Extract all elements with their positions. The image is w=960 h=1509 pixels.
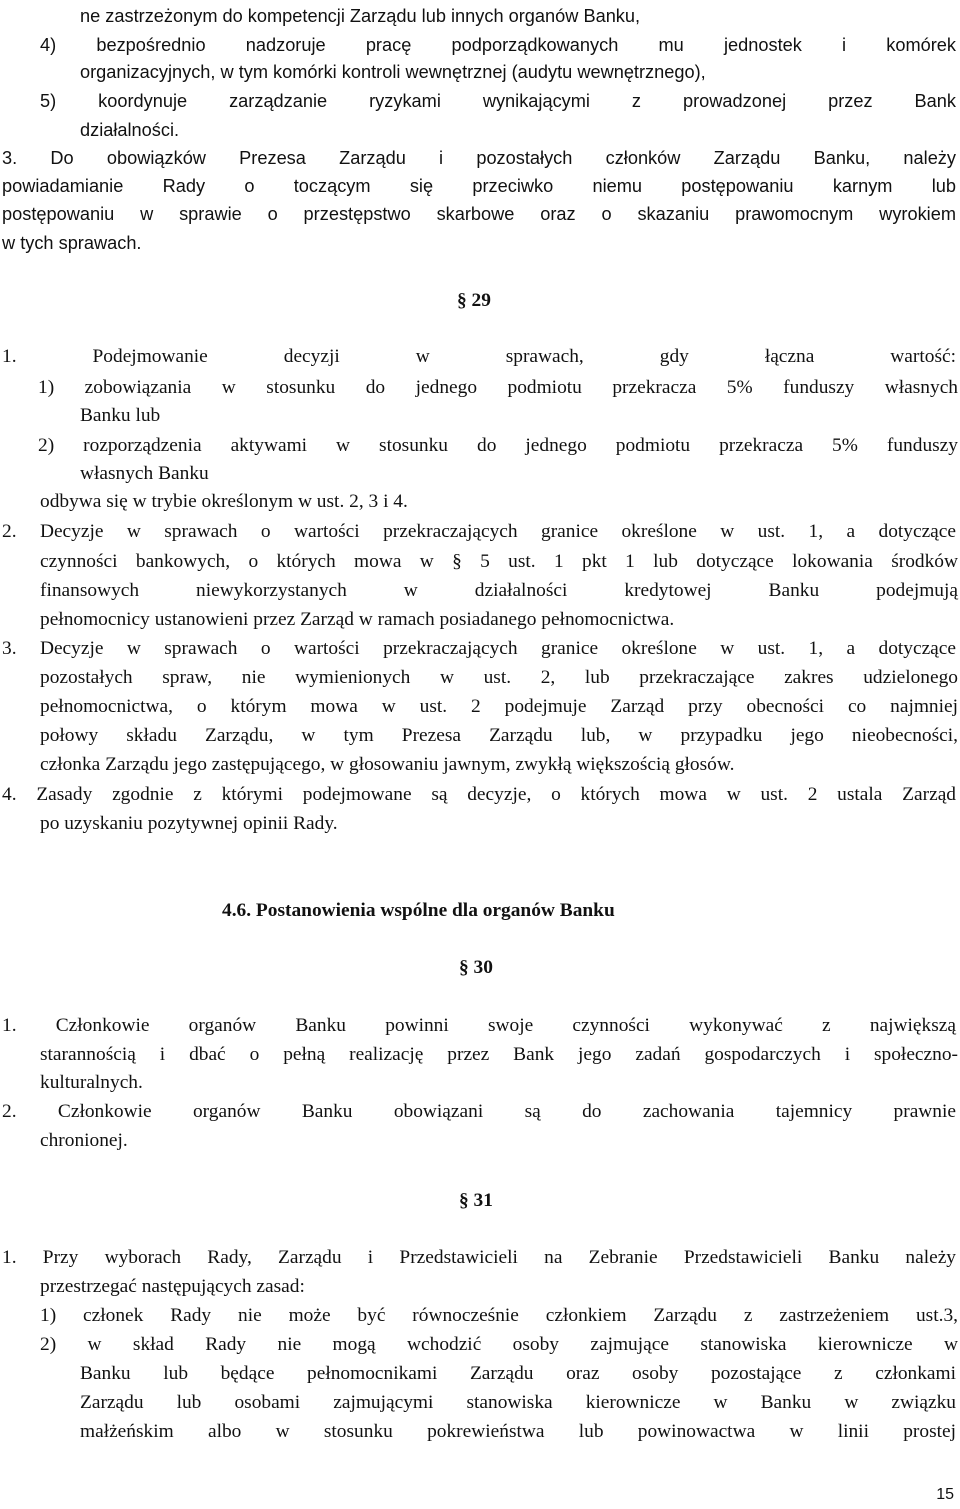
text-line: własnych Banku: [80, 463, 209, 484]
text-line: powiadamianie Rady o toczącym się przeciwko niemu postępowaniu karnym lub: [2, 176, 956, 196]
text-line: w tych sprawach.: [2, 233, 142, 253]
section-heading: § 29: [457, 290, 491, 311]
section-heading: § 30: [459, 957, 493, 978]
text-line: kulturalnych.: [40, 1072, 143, 1093]
text-line: finansowych niewykorzystanych w działalności kredytowej Banku podejmują: [40, 580, 958, 601]
text-line: pozostałych spraw, nie wymienionych w ust. 2, lub przekraczające zakres udzielonego: [40, 667, 958, 688]
text-line: 3. Decyzje w sprawach o wartości przekraczających granice określone w ust. 1, a dotyczące: [2, 638, 956, 659]
text-line: pełnomocnicy ustanowieni przez Zarząd w ramach posiadanego pełnomocnictwa.: [40, 609, 675, 630]
text-line: 1. Członkowie organów Banku powinni swoje czynności wykonywać z największą: [2, 1015, 956, 1036]
text-line: Banku lub: [80, 405, 161, 426]
text-line: 5) koordynuje zarządzanie ryzykami wynikającymi z prowadzonej przez Bank: [40, 91, 956, 111]
text-line: chronionej.: [40, 1130, 128, 1151]
text-line: 3. Do obowiązków Prezesa Zarządu i pozostałych członków Zarządu Banku, należy: [2, 148, 956, 168]
text-line: członka Zarządu jego zastępującego, w głosowaniu jawnym, zwykłą większością głosów.: [40, 754, 735, 775]
text-line: małżeńskim albo w stosunku pokrewieństwa lub powinowactwa w linii prostej: [80, 1421, 956, 1442]
text-line: 1. Podejmowanie decyzji w sprawach, gdy łączna wartość:: [2, 346, 956, 367]
text-line: przestrzegać następujących zasad:: [40, 1276, 305, 1297]
text-line: starannością i dbać o pełną realizację przez Bank jego zadań gospodarczych i społeczno-: [40, 1044, 958, 1065]
text-line: odbywa się w trybie określonym w ust. 2, 3 i 4.: [40, 491, 408, 512]
page-number: 15: [936, 1486, 954, 1503]
text-line: 1) zobowiązania w stosunku do jednego podmiotu przekracza 5% funduszy własnych: [38, 377, 958, 398]
text-line: czynności bankowych, o których mowa w § 5 ust. 1 pkt 1 lub dotyczące lokowania środków: [40, 551, 958, 572]
text-line: 1. Przy wyborach Rady, Zarządu i Przedstawicieli na Zebranie Przedstawicieli Banku należy: [2, 1247, 956, 1268]
text-line: pełnomocnictwa, o którym mowa w ust. 2 podejmuje Zarząd przy obecności co najmniej: [40, 696, 958, 717]
text-line: organizacyjnych, w tym komórki kontroli wewnętrznej (audytu wewnętrznego),: [80, 62, 706, 82]
text-line: po uzyskaniu pozytywnej opinii Rady.: [40, 813, 338, 834]
text-line: Banku lub będące pełnomocnikami Zarządu oraz osoby pozostające z członkami: [80, 1363, 956, 1384]
section-heading: § 31: [459, 1190, 493, 1211]
text-line: ne zastrzeżonym do kompetencji Zarządu lub innych organów Banku,: [80, 6, 641, 26]
text-line: połowy składu Zarządu, w tym Prezesa Zarządu lub, w przypadku jego nieobecności,: [40, 725, 958, 746]
text-line: działalności.: [80, 120, 180, 140]
text-line: 1) członek Rady nie może być równocześnie członkiem Zarządu z zastrzeżeniem ust.3,: [40, 1305, 958, 1326]
text-line: 2) rozporządzenia aktywami w stosunku do jednego podmiotu przekracza 5% funduszy: [38, 435, 958, 456]
text-line: 4) bezpośrednio nadzoruje pracę podporządkowanych mu jednostek i komórek: [40, 35, 956, 55]
chapter-heading: 4.6. Postanowienia wspólne dla organów Banku: [222, 900, 615, 921]
text-line: 2) w skład Rady nie mogą wchodzić osoby zajmujące stanowiska kierownicze w: [40, 1334, 958, 1355]
text-line: 4. Zasady zgodnie z którymi podejmowane są decyzje, o których mowa w ust. 2 ustala Zarząd: [2, 784, 956, 805]
text-line: 2. Decyzje w sprawach o wartości przekraczających granice określone w ust. 1, a dotyczące: [2, 521, 956, 542]
text-line: postępowaniu w sprawie o przestępstwo skarbowe oraz o skazaniu prawomocnym wyrokiem: [2, 204, 956, 224]
text-line: Zarządu lub osobami zajmującymi stanowiska kierownicze w Banku w związku: [80, 1392, 956, 1413]
text-line: 2. Członkowie organów Banku obowiązani są do zachowania tajemnicy prawnie: [2, 1101, 956, 1122]
